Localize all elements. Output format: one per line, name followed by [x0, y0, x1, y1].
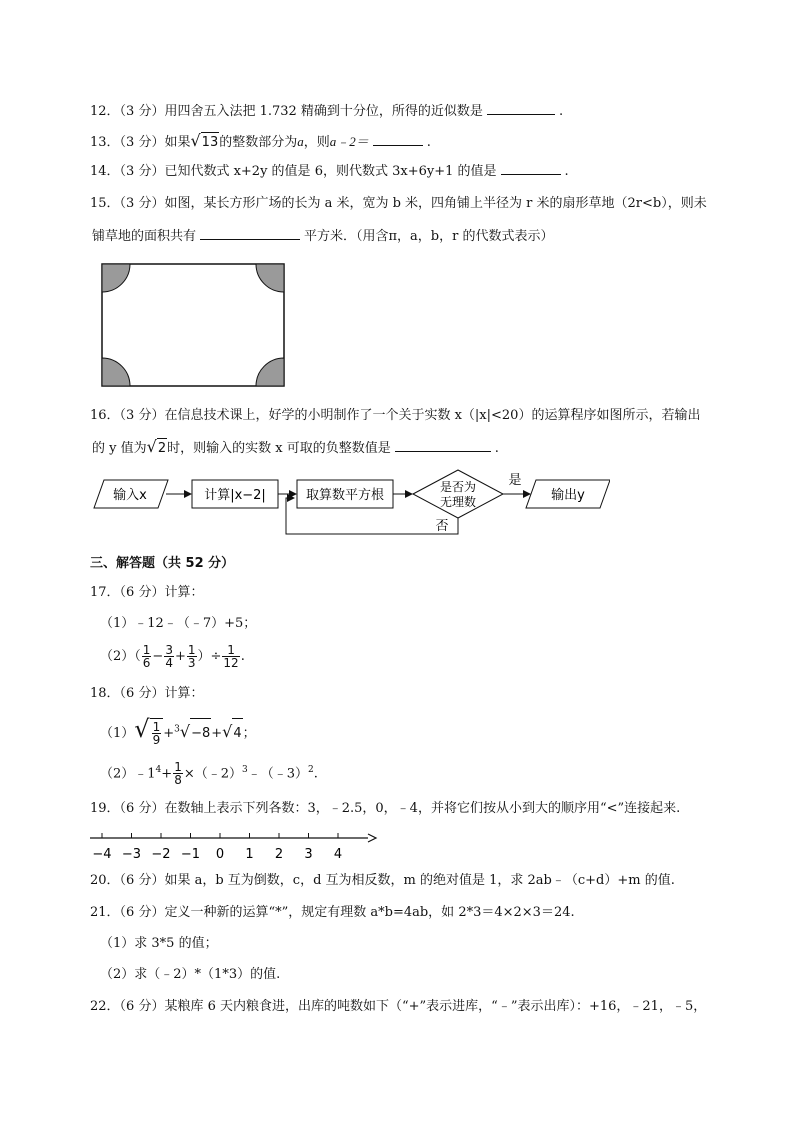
question-score: （3 分）	[119, 104, 165, 119]
denominator: 8	[174, 773, 182, 788]
variable: a	[297, 134, 304, 149]
expression: a﹣2＝	[329, 134, 369, 149]
flow-calc-label: 计算|x−2|	[204, 488, 266, 503]
number-line-label: −1	[180, 847, 201, 862]
numerator: 3	[165, 643, 173, 657]
radicand	[150, 718, 164, 749]
fraction	[152, 721, 162, 746]
question-text: 已知代数式 x+2y 的值是 6，则代数式 3x+6y+1 的值是	[164, 164, 497, 179]
question-number: 20．	[90, 873, 120, 888]
denominator: 3	[187, 656, 196, 670]
answer-blank[interactable]	[395, 438, 491, 452]
expression-text: ）÷	[197, 649, 222, 664]
sqrt-icon: √	[190, 131, 201, 150]
question-score: （3 分）	[119, 408, 165, 423]
flow-input-label: 输入x	[113, 488, 147, 503]
question-number: 14．	[90, 164, 120, 179]
question-17	[90, 583, 203, 603]
expression-text: ×（﹣2）	[183, 766, 242, 782]
question-20	[90, 871, 675, 891]
question-text: 时，则输入的实数 x 可取的负整数值是	[167, 441, 391, 456]
question-number: 13．	[90, 135, 120, 150]
question-text: 的 y 值为	[92, 441, 147, 456]
question-number: 17．	[90, 585, 120, 600]
question-18	[90, 684, 203, 704]
flow-output-label: 输出y	[551, 488, 585, 503]
question-text: 某粮库 6 天内粮食进，出库的吨数如下（“+”表示进库，“﹣”表示出库）：+16，﹣21，﹣5，	[164, 999, 707, 1014]
flow-yes-label: 是	[508, 473, 522, 488]
question-text: 如图，某长方形广场的长为 a 米，宽为 b 米，四角铺上半径为 r 米的扇形草地（2r<b），则未	[164, 196, 707, 211]
radicand: 13	[201, 132, 220, 153]
root-index: 3	[174, 724, 180, 735]
numerator: 1	[222, 644, 239, 657]
answer-blank[interactable]	[200, 226, 300, 240]
question-number: 21．	[90, 905, 120, 920]
denominator: 12	[223, 656, 239, 670]
question-score: （6 分）	[119, 801, 165, 816]
punctuation: .	[240, 649, 245, 664]
number-line-label: 3	[304, 847, 313, 862]
radicand: 4	[232, 718, 242, 749]
number-line-label: −2	[151, 847, 171, 862]
number-line-label: 0	[215, 847, 225, 862]
fraction	[164, 644, 174, 669]
flow-decision-line2: 无理数	[439, 495, 477, 509]
question-text: 计算：	[164, 585, 204, 600]
fraction	[173, 761, 183, 786]
sqrt-icon: √	[146, 437, 157, 456]
radicand: −8	[190, 718, 211, 749]
question-number: 22．	[90, 999, 120, 1014]
exponent: 4	[155, 765, 162, 775]
question-score: （6 分）	[119, 686, 165, 701]
number-line	[88, 826, 378, 870]
question-text: 的整数部分为	[219, 135, 298, 150]
number-line-label: 2	[274, 847, 284, 862]
question-15-line2	[92, 226, 553, 247]
expression-text: ﹣（﹣3）	[247, 766, 309, 782]
answer-blank[interactable]	[487, 101, 555, 115]
numerator: 1	[187, 643, 196, 657]
q17-part1: （1）﹣12﹣（﹣7）+5；	[100, 616, 257, 631]
question-number: 15．	[90, 196, 120, 211]
question-16-line2	[92, 437, 499, 459]
question-14	[90, 161, 569, 182]
question-16	[90, 406, 700, 426]
expression-text: （1）	[100, 726, 135, 741]
question-text: ，则	[303, 135, 330, 150]
question-number: 19．	[90, 801, 120, 816]
program-flowchart	[90, 466, 610, 540]
q21-part1: （1）求 3*5 的值；	[100, 936, 218, 951]
question-text: 如果 a，b 互为倒数，c，d 互为相反数，m 的绝对值是 1，求 2ab﹣（c+d）+m 的值.	[164, 873, 675, 888]
decision-diamond	[413, 470, 503, 518]
question-number: 18．	[90, 686, 120, 701]
number-line-label: 1	[245, 847, 254, 862]
question-text: 定义一种新的运算“*”，规定有理数 a*b=4ab，如 2*3＝4×2×3＝24.	[164, 905, 575, 920]
sqrt-icon: √	[222, 722, 233, 741]
fraction	[222, 644, 239, 669]
question-text: 如果	[164, 135, 191, 150]
punctuation: .	[426, 135, 431, 150]
cbrt-icon: √	[179, 722, 191, 741]
question-text: 在信息技术课上，好学的小明制作了一个关于实数 x（|x|<20）的运算程序如图所示，若输出	[164, 408, 701, 423]
question-text: 平方米．（用含π，a，b，r 的代数式表示）	[304, 229, 554, 244]
question-score: （6 分）	[119, 585, 165, 600]
question-text: 铺草地的面积共有	[92, 229, 197, 244]
numerator: 1	[142, 643, 151, 657]
sqrt-icon: √	[134, 715, 150, 743]
question-score: （6 分）	[119, 999, 165, 1014]
punctuation: ；	[242, 726, 256, 741]
punctuation: .	[494, 441, 499, 456]
question-text: 用四舍五入法把 1.732 精确到十分位，所得的近似数是	[164, 104, 483, 119]
answer-blank[interactable]	[501, 161, 561, 175]
section-title: 三、解答题（共 52 分）	[90, 556, 235, 571]
question-score: （3 分）	[119, 164, 165, 179]
punctuation: .	[564, 164, 569, 179]
exponent: 2	[308, 765, 314, 775]
question-19	[90, 799, 680, 819]
denominator: 9	[152, 733, 161, 747]
q18-part1: （1）√ $\frac{1}{9}$ +$^3$√−8+√4；	[100, 715, 256, 747]
fraction	[187, 644, 197, 669]
numerator: 1	[152, 720, 161, 734]
denominator: 4	[165, 656, 173, 670]
punctuation: .	[313, 766, 318, 782]
flow-decision-line1: 是否为	[439, 480, 477, 494]
number-line-label: −3	[121, 847, 142, 862]
number-line-label: −4	[92, 847, 112, 862]
question-score: （3 分）	[119, 196, 165, 211]
punctuation: .	[558, 104, 564, 119]
expression-text: （2）（	[100, 649, 141, 664]
question-score: （6 分）	[119, 873, 165, 888]
arrow-right-icon	[368, 834, 376, 842]
question-score: （3 分）	[119, 135, 165, 150]
expression-text: +	[161, 766, 173, 782]
exponent: 3	[242, 765, 248, 775]
question-13	[90, 131, 431, 153]
question-12	[90, 101, 563, 122]
question-text: 计算：	[164, 686, 204, 701]
flow-sqrt-label: 取算数平方根	[305, 488, 385, 503]
denominator: 6	[142, 656, 151, 670]
numerator: 1	[174, 760, 182, 775]
fraction	[142, 644, 152, 669]
q21-part2: （2）求（﹣2）*（1*3）的值.	[100, 967, 281, 982]
question-22	[90, 997, 706, 1017]
q18-part2	[100, 757, 318, 787]
question-text: 在数轴上表示下列各数：3，﹣2.5，0，﹣4，并将它们按从小到大的顺序用“<”连接起来.	[164, 801, 681, 816]
q17-part2: （2）（ $\frac{1}{6}$ − $\frac{3}{4}$ + $\frac{1}{3}$ ）÷ $\frac{1}{12}$ .	[100, 643, 245, 670]
answer-blank[interactable]	[373, 132, 423, 146]
question-21	[90, 903, 575, 923]
question-15	[90, 194, 707, 214]
expression-text: （2）﹣1	[100, 766, 156, 782]
flow-no-label: 否	[435, 519, 449, 534]
radicand: 2	[157, 438, 167, 459]
rectangle-plaza-figure	[100, 262, 286, 388]
question-number: 16．	[90, 408, 120, 423]
question-number: 12．	[90, 104, 120, 119]
number-line-label: 4	[333, 847, 343, 862]
question-score: （6 分）	[119, 905, 165, 920]
